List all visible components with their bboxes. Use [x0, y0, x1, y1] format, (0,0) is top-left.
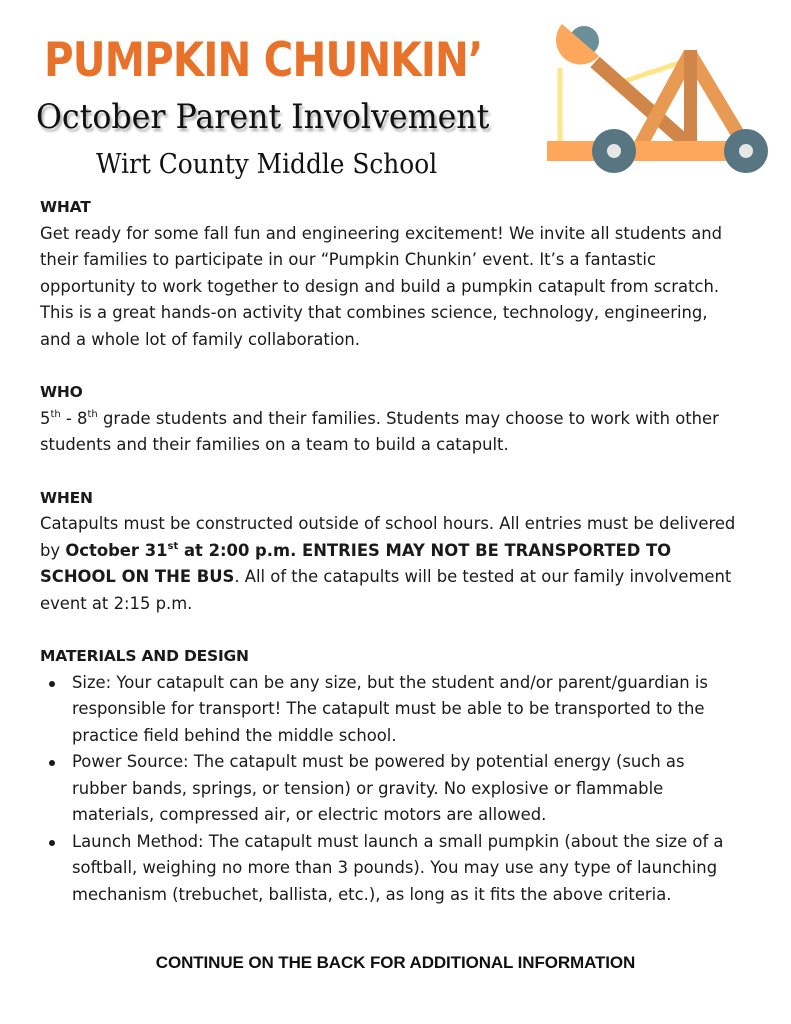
deadline-date: October 31: [65, 540, 168, 560]
grade-dash: -: [60, 408, 78, 428]
event-title: PUMPKIN CHUNKIN’: [44, 33, 483, 88]
list-item: [72, 670, 740, 750]
bullet-icon: [49, 681, 55, 687]
event-subtitle: October Parent Involvement: [36, 97, 490, 137]
who-body: grade students and their families. Students may choose to work with other students and their families on a team to build a catapult.: [40, 408, 719, 454]
section-text-what: Get ready for some fall fun and engineering excitement! We invite all students and their families to participate in our “Pumpkin Chunkin’ event. It’s a fantastic opportunity to work together to design and build a pumpkin catapult from scratch. This is a great hands-on activity that combines science, technology, engineering, and a whole lot of family collaboration.: [40, 223, 723, 349]
bullet-icon: [49, 760, 55, 766]
section-materials: [40, 643, 740, 908]
section-text-when: [40, 511, 740, 617]
materials-list: [40, 670, 740, 909]
section-who: [40, 379, 740, 459]
grade-start-suffix: th: [50, 408, 61, 420]
when-body-1: Catapults must be constructed outside of school hours. All entries must be delivered by: [40, 514, 736, 560]
section-heading-materials: MATERIALS AND DESIGN: [40, 647, 249, 665]
flyer-body: [40, 194, 740, 934]
grade-end-suffix: th: [87, 408, 98, 420]
catapult-icon: [540, 10, 780, 185]
list-item-text: Power Source: The catapult must be powered by potential energy (such as rubber bands, springs, or tension) or gravity. No explosive or flammable materials, compressed air, or electric motors are allowed.: [72, 752, 685, 824]
grade-start: 5: [40, 408, 51, 428]
section-text-who: [40, 406, 740, 459]
school-name: Wirt County Middle School: [96, 149, 438, 180]
section-what: [40, 194, 740, 353]
when-body-2: . All of the catapults will be tested at our family involvement event at 2:15 p.m.: [40, 567, 732, 613]
list-item-text: Size: Your catapult can be any size, but the student and/or parent/guardian is responsible for transport! The catapult must be able to be transported to the practice field behind the middle school.: [72, 672, 708, 745]
continue-notice: CONTINUE ON THE BACK FOR ADDITIONAL INFORMATION: [155, 953, 636, 972]
section-heading-who: WHO: [40, 383, 83, 401]
list-item-text: Launch Method: The catapult must launch a small pumpkin (about the size of a softball, weighing no more than 3 pounds). You may use any type of launching mechanism (trebuchet, ballista, etc.), as long as it fits the above criteria.: [72, 831, 724, 904]
section-heading-when: WHEN: [40, 488, 93, 507]
deadline-date-suffix: st: [167, 540, 179, 552]
bullet-icon: [49, 840, 55, 846]
grade-end: 8: [77, 408, 88, 428]
section-heading-what: WHAT: [40, 198, 91, 216]
deadline-rule: at 2:00 p.m. ENTRIES MAY NOT BE TRANSPORTED TO SCHOOL ON THE BUS: [40, 540, 672, 586]
list-item: [72, 829, 740, 909]
section-when: [40, 485, 740, 618]
list-item: [72, 749, 740, 829]
